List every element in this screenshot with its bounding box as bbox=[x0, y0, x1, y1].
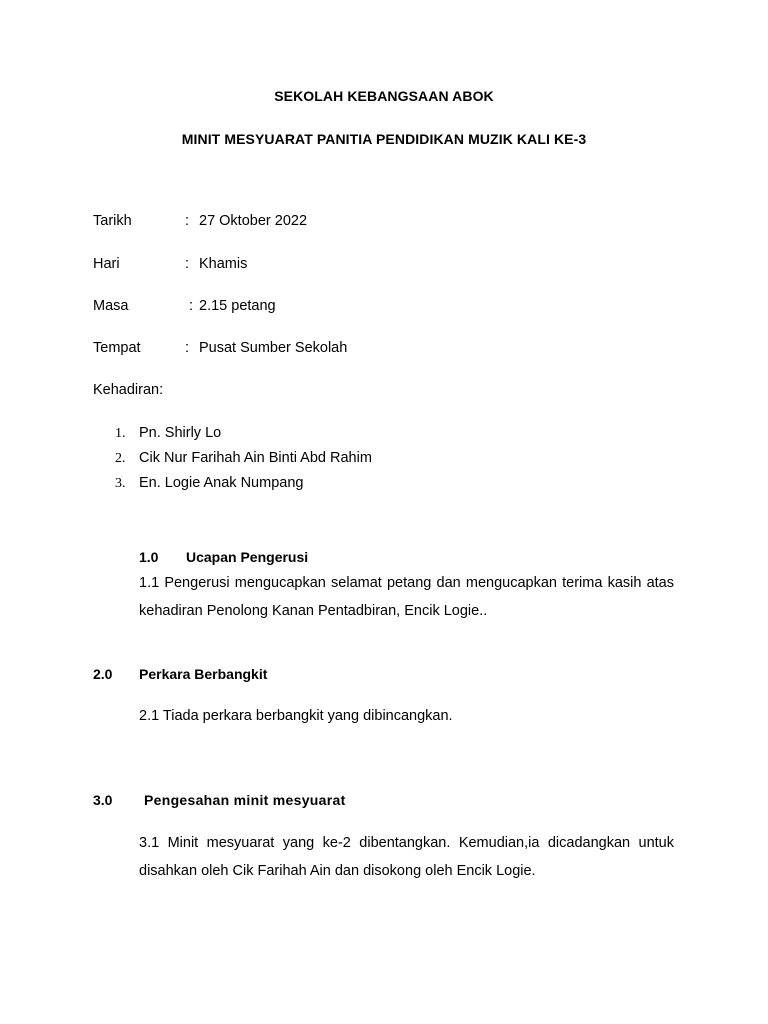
section-paragraph: 1.1 Pengerusi mengucapkan selamat petang dan mengucapkan terima kasih atas kehadiran Penolong Kanan Pentadbiran, Encik Logie.. bbox=[139, 575, 674, 619]
section-title: Pengesahan minit mesyuarat bbox=[144, 792, 346, 808]
attendee-name: En. Logie Anak Numpang bbox=[139, 475, 304, 491]
section-number: 1.0 bbox=[139, 549, 159, 565]
field-value-tempat: Pusat Sumber Sekolah bbox=[199, 340, 348, 356]
field-colon: : bbox=[185, 213, 190, 229]
minutes-title: MINIT MESYUARAT PANITIA PENDIDIKAN MUZIK KALI KE-3 bbox=[181, 131, 587, 147]
section-number: 2.0 bbox=[93, 666, 113, 682]
section-title: Ucapan Pengerusi bbox=[186, 549, 309, 565]
section-title: Perkara Berbangkit bbox=[139, 666, 268, 682]
field-colon: : bbox=[189, 298, 194, 314]
section-paragraph: 2.1 Tiada perkara berbangkit yang dibincangkan. bbox=[139, 708, 453, 724]
list-item-number: 3. bbox=[115, 476, 126, 491]
attendee-name: Cik Nur Farihah Ain Binti Abd Rahim bbox=[139, 450, 372, 466]
school-name: SEKOLAH KEBANGSAAN ABOK bbox=[274, 88, 494, 104]
field-colon: : bbox=[185, 256, 190, 272]
field-label-tempat: Tempat bbox=[93, 340, 141, 356]
field-label-tarikh: Tarikh bbox=[93, 213, 132, 229]
attendee-name: Pn. Shirly Lo bbox=[139, 425, 222, 441]
list-item-number: 1. bbox=[115, 426, 126, 441]
field-colon: : bbox=[185, 340, 190, 356]
list-item-number: 2. bbox=[115, 451, 126, 466]
field-label-hari: Hari bbox=[93, 256, 120, 272]
section-number: 3.0 bbox=[93, 792, 113, 808]
field-value-tarikh: 27 Oktober 2022 bbox=[199, 213, 308, 229]
field-value-masa: 2.15 petang bbox=[199, 298, 276, 314]
section-paragraph: 3.1 Minit mesyuarat yang ke-2 dibentangkan. Kemudian,ia dicadangkan untuk disahkan oleh Cik Farihah Ain dan disokong oleh Encik Logie. bbox=[139, 835, 674, 879]
field-label-masa: Masa bbox=[93, 298, 129, 314]
field-value-hari: Khamis bbox=[199, 256, 248, 272]
attendance-label: Kehadiran: bbox=[93, 382, 164, 398]
